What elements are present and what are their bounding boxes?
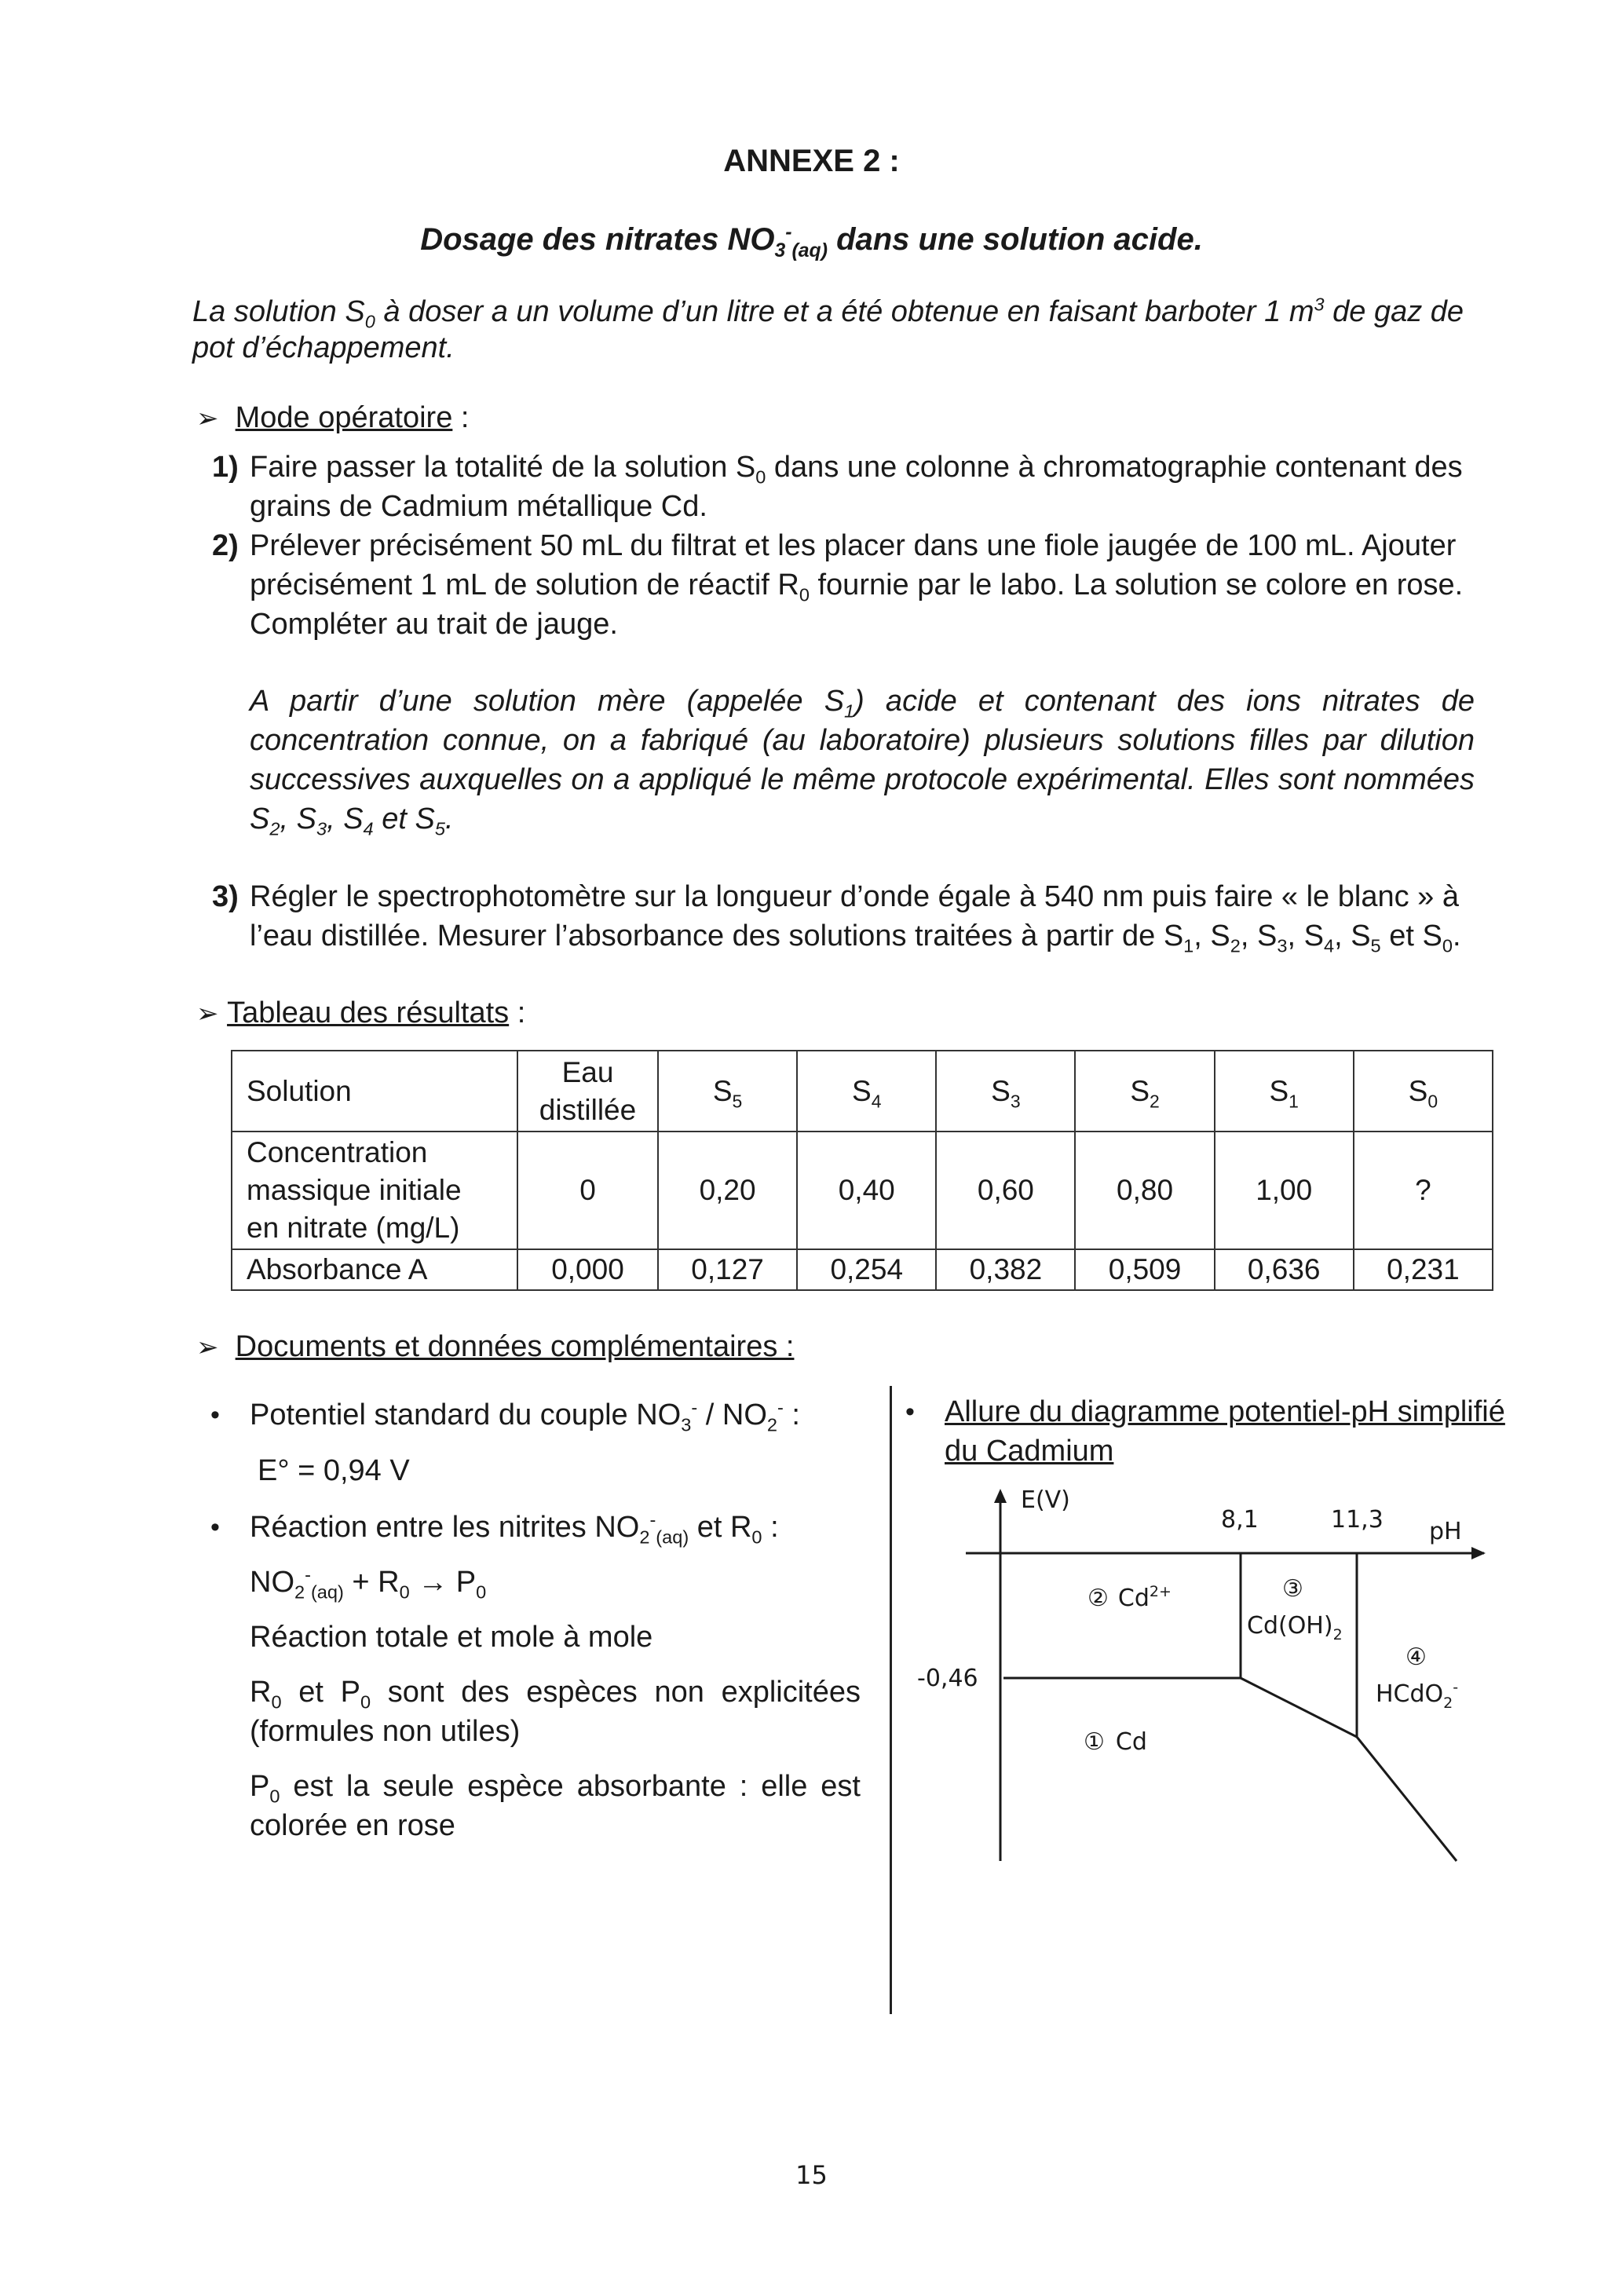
bullet-icon: •	[210, 1512, 220, 1542]
table-cell: 0,60	[936, 1132, 1075, 1249]
step-3-line-2: l’eau distillée. Mesurer l’absorbance des solutions traitées à partir de $S_1$, $S_2$, $S_3$, $S_4$, $S_5$ et $S_0$.	[250, 919, 1461, 956]
x-axis-arrow-icon	[1471, 1547, 1486, 1559]
reaction-total: Réaction totale et mole à mole	[250, 1621, 653, 1654]
bullet-icon: •	[210, 1400, 220, 1430]
table-cell: 0,231	[1354, 1249, 1493, 1290]
potential-ph-diagram	[895, 1476, 1508, 1885]
step-2-line-2: précisément 1 mL de solution de réactif $R_0$ fournie par le labo. La solution se colore en rose.	[250, 569, 1464, 605]
p0-line-2: colorée en rose	[250, 1809, 455, 1842]
boundary-hcdo2-cd	[1357, 1737, 1457, 1861]
e0-value: E° = 0,94 V	[258, 1454, 410, 1487]
dilution-para-line-4: $S_2$, $S_3$, $S_4$ et $S_5$.	[250, 803, 454, 839]
r0-p0-line-1: $R_0$ et $P_0$ sont des espèces non explicitées	[250, 1676, 861, 1713]
y-axis-label: E(V)	[1021, 1486, 1070, 1514]
diagram-heading-line-2: du Cadmium	[945, 1435, 1114, 1468]
table-cell: 0,254	[797, 1249, 936, 1290]
table-cell: Eau distillée	[517, 1051, 658, 1132]
table-cell: 0,382	[936, 1249, 1075, 1290]
couple-line: Potentiel standard du couple $NO_3^- / NO_2^-$ :	[250, 1397, 800, 1435]
table-cell: $S_3$	[936, 1051, 1075, 1132]
dilution-para-line-1: A partir d’une solution mère (appelée $S_1$) acide et contenant des ions nitrates de	[250, 685, 1475, 722]
mode-heading: ➢ Mode opératoire :	[196, 401, 470, 434]
zone-4-number: ④	[1406, 1643, 1427, 1671]
ph-tick-8-1: 8,1	[1221, 1506, 1259, 1534]
intro-line-1: La solution $S_0$ à doser a un volume d’un litre et a été obtenue en faisant barboter 1 $m^3$ de gaz de	[192, 294, 1464, 332]
column-divider	[890, 1386, 892, 2014]
zone-4-label: HCdO$_2$-	[1376, 1679, 1459, 1712]
table-cell: $S_5$	[658, 1051, 797, 1132]
page-title: ANNEXE 2 :	[723, 144, 900, 178]
table-row	[232, 1132, 1493, 1249]
table-cell: 0,40	[797, 1132, 936, 1249]
boundary-cdoh2-cd	[1241, 1678, 1357, 1737]
step-2-line-1: Prélever précisément 50 mL du filtrat et les placer dans une fiole jaugée de 100 mL. Ajouter	[250, 529, 1457, 562]
docs-heading: ➢ Documents et données complémentaires :	[196, 1330, 795, 1363]
table-cell: $S_4$	[797, 1051, 936, 1132]
ph-tick-11-3: 11,3	[1331, 1506, 1384, 1534]
table-cell: Absorbance A	[232, 1249, 517, 1290]
table-cell: 0,127	[658, 1249, 797, 1290]
step-1-line-1: Faire passer la totalité de la solution $S_0$ dans une colonne à chromatographie contenant des	[250, 451, 1463, 488]
results-table	[231, 1050, 1493, 1291]
table-cell: 0,20	[658, 1132, 797, 1249]
x-axis-label: pH	[1429, 1518, 1462, 1545]
table-cell: $S_0$	[1354, 1051, 1493, 1132]
y-axis-arrow-icon	[994, 1489, 1007, 1503]
zone-3-number: ③	[1282, 1575, 1303, 1603]
table-cell: Solution	[232, 1051, 517, 1132]
zone-3-label: $Cd(OH)_2$	[1247, 1612, 1343, 1643]
table-cell: Concentration massique initiale en nitrate (mg/L)	[232, 1132, 517, 1249]
table-cell: 0	[517, 1132, 658, 1249]
arrow-bullet-icon: ➢	[196, 404, 219, 433]
intro-line-2: pot d’échappement.	[192, 331, 455, 364]
reaction-line: Réaction entre les nitrites $NO_2^-_{(aq)}$ et $R_0$ :	[250, 1509, 779, 1548]
diagram-heading-line-1: Allure du diagramme potentiel-pH simplifié	[945, 1395, 1505, 1428]
dilution-para-line-3: successives auxquelles on a appliqué le même protocole expérimental. Elles sont nommées	[250, 763, 1475, 796]
step-1-line-2: grains de Cadmium métallique Cd.	[250, 490, 707, 523]
step-2-number: 2)	[212, 529, 239, 562]
table-cell: 0,509	[1075, 1249, 1214, 1290]
table-cell: $S_1$	[1215, 1051, 1354, 1132]
table-cell: 0,80	[1075, 1132, 1214, 1249]
potential-tick: -0,46	[917, 1665, 978, 1692]
arrow-bullet-icon: ➢	[196, 1333, 219, 1362]
zone-1-label: ① Cd	[1084, 1728, 1147, 1756]
dilution-para-line-2: concentration connue, on a fabriqué (au laboratoire) plusieurs solutions filles par dilution	[250, 724, 1475, 757]
table-cell: 0,636	[1215, 1249, 1354, 1290]
reaction-equation: $NO_2^-_{(aq)} + R_0 \to P_0$	[250, 1564, 487, 1603]
table-cell: ?	[1354, 1132, 1493, 1249]
table-cell: 1,00	[1215, 1132, 1354, 1249]
zone-2-label: ② $Cd^{2+}$	[1087, 1583, 1172, 1612]
table-row	[232, 1249, 1493, 1290]
results-heading: ➢ Tableau des résultats :	[196, 996, 526, 1029]
arrow-bullet-icon: ➢	[196, 999, 219, 1029]
page-subtitle: Dosage des nitrates $NO_3^-_{(aq)}$ dans une solution acide.	[420, 221, 1203, 261]
page-number: 15	[795, 2160, 828, 2190]
step-3-number: 3)	[212, 880, 239, 913]
p0-line-1: $P_0$ est la seule espèce absorbante : elle est	[250, 1770, 861, 1807]
r0-p0-line-2: (formules non utiles)	[250, 1715, 521, 1748]
table-header-row	[232, 1051, 1493, 1132]
step-2-line-3: Compléter au trait de jauge.	[250, 608, 618, 641]
bullet-icon: •	[905, 1397, 915, 1427]
step-1-number: 1)	[212, 451, 239, 484]
table-cell: $S_2$	[1075, 1051, 1214, 1132]
table-cell: 0,000	[517, 1249, 658, 1290]
step-3-line-1: Régler le spectrophotomètre sur la longueur d’onde égale à 540 nm puis faire « le blanc » à	[250, 880, 1459, 913]
